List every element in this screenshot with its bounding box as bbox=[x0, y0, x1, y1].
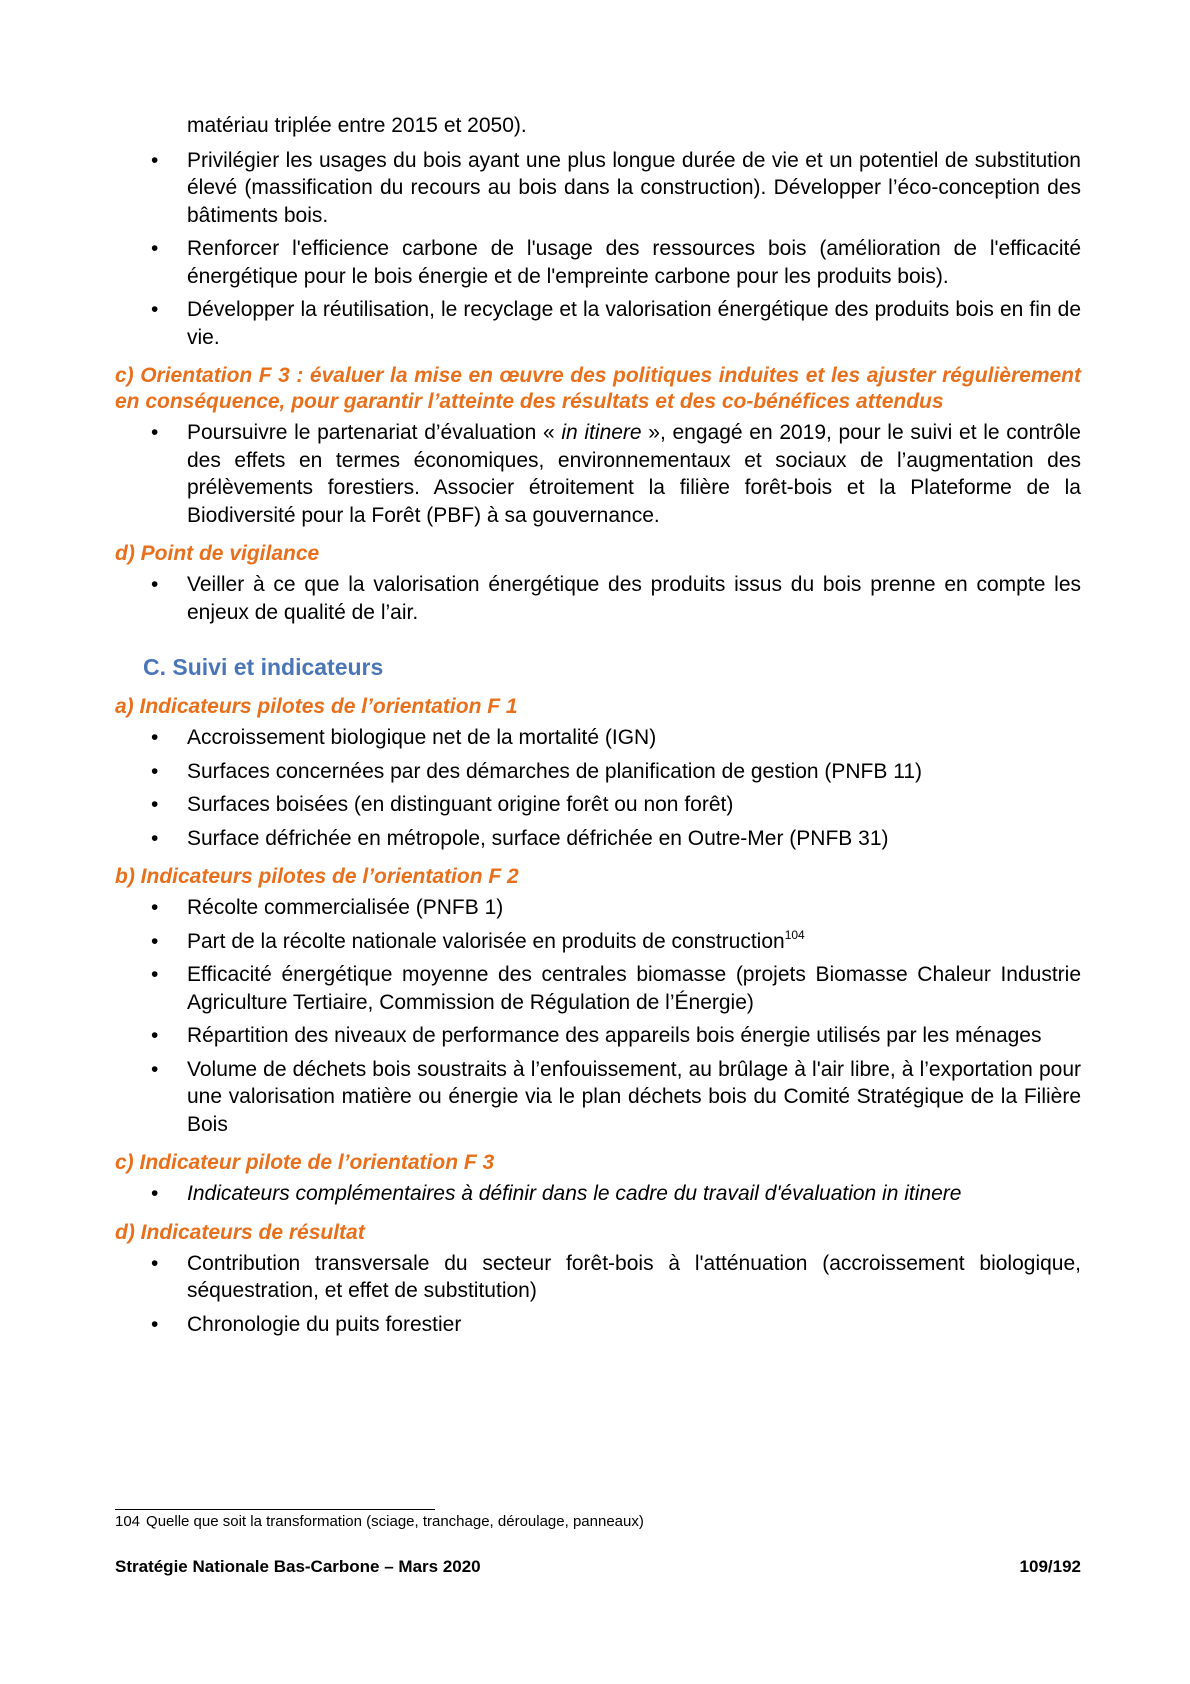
footnote-number: 104 bbox=[115, 1513, 141, 1530]
list-item: • Chronologie du puits forestier bbox=[115, 1311, 1081, 1339]
list-item: • Renforcer l'efficience carbone de l'usage des ressources bois (amélioration de l'efficacité énergétique pour le bois énergie et de l'empreinte carbone pour les produits bois). bbox=[151, 237, 1081, 288]
list-item: • Volume de déchets bois soustraits à l’enfouissement, au brûlage à l'air libre, à l’exportation pour une valorisation matière ou énergie via le plan déchets bois du Comité Stratégique de la Filière Bois bbox=[151, 1057, 1081, 1136]
list-item: • Contribution transversale du secteur forêt-bois à l'atténuation (accroissement biologique, séquestration, et effet de substitution) bbox=[151, 1251, 1081, 1302]
bullet-icon: • bbox=[151, 1024, 159, 1047]
vigilance-bullet-list bbox=[115, 571, 1081, 626]
bullet-icon: • bbox=[151, 421, 159, 444]
list-item: • Surface défrichée en métropole, surface défrichée en Outre-Mer (PNFB 31) bbox=[115, 825, 1081, 853]
orientation-f3-heading: c) Orientation F 3 : évaluer la mise en œuvre des politiques induites et les ajuster régulièrement en conséquence, pour garantir l’atteinte des résultats et des co-bénéfices attendus bbox=[115, 364, 1081, 413]
section-c-title: C. Suivi et indicateurs bbox=[143, 654, 384, 680]
list-item: • Récolte commercialisée (PNFB 1) bbox=[115, 894, 1081, 922]
bullet-icon: • bbox=[151, 148, 159, 172]
list-item: • Surfaces boisées (en distinguant origine forêt ou non forêt) bbox=[115, 791, 1081, 819]
indicators-f1-heading: a) Indicateurs pilotes de l’orientation F 1 bbox=[115, 695, 518, 718]
bullet-icon: • bbox=[151, 1251, 159, 1275]
list-item: • Indicateurs complémentaires à définir dans le cadre du travail d'évaluation in itinere bbox=[115, 1180, 1081, 1208]
vigilance-heading: d) Point de vigilance bbox=[115, 542, 320, 565]
bullet-icon: • bbox=[151, 963, 159, 986]
page-body bbox=[115, 112, 1081, 1344]
footnote-separator bbox=[115, 1509, 435, 1510]
footer-document-title: Stratégie Nationale Bas-Carbone – Mars 2020 bbox=[115, 1557, 481, 1576]
result-indicators-heading: d) Indicateurs de résultat bbox=[115, 1220, 365, 1244]
orientation-f3-bullet-list bbox=[115, 419, 1081, 529]
bullet-icon: • bbox=[151, 573, 159, 596]
indicators-f2-heading: b) Indicateurs pilotes de l’orientation F 2 bbox=[115, 865, 519, 888]
list-item: • Part de la récolte nationale valorisée en produits de construction$^{104}$ bbox=[115, 928, 1081, 956]
page-number: 109/192 bbox=[1019, 1557, 1081, 1576]
bullet-icon: • bbox=[151, 237, 159, 260]
list-item: • Poursuivre le partenariat d’évaluation « in itinere », engagé en 2019, pour le suivi et le contrôle des effets en termes économiques, environnementaux et sociaux de l’augmentation des prélèvements forestiers. Associer étroitement la filière forêt-bois et la Plateforme de la Biodiversité pour la Forêt (PBF) à sa gouvernance. bbox=[151, 421, 1081, 527]
continued-text: matériau triplée entre 2015 et 2050). bbox=[187, 114, 527, 137]
result-indicators-bullet-list bbox=[115, 1250, 1081, 1339]
bullet-icon: • bbox=[151, 1182, 159, 1205]
bullet-icon: • bbox=[151, 826, 159, 850]
footnote-reference[interactable]: 104 bbox=[784, 927, 805, 942]
list-item: • Efficacité énergétique moyenne des centrales biomasse (projets Biomasse Chaleur Industrie Agriculture Tertiaire, Commission de Régulation de l’Énergie) bbox=[151, 963, 1081, 1014]
bullet-icon: • bbox=[151, 793, 159, 816]
indicator-f3-bullet-list bbox=[115, 1180, 1081, 1208]
italic-term: in itinere bbox=[561, 421, 642, 444]
list-item: • Accroissement biologique net de la mortalité (IGN) bbox=[115, 724, 1081, 752]
list-item: • Répartition des niveaux de performance des appareils bois énergie utilisés par les ménages bbox=[115, 1022, 1081, 1050]
bullet-icon: • bbox=[151, 1312, 159, 1336]
indicators-f1-bullet-list bbox=[115, 724, 1081, 852]
indicator-f3-heading: c) Indicateur pilote de l’orientation F 3 bbox=[115, 1151, 495, 1174]
list-item: • Développer la réutilisation, le recyclage et la valorisation énergétique des produits bois en fin de vie. bbox=[151, 298, 1081, 349]
bullet-icon: • bbox=[151, 726, 159, 749]
bullet-icon: • bbox=[151, 896, 159, 919]
bullet-icon: • bbox=[151, 298, 159, 321]
footnote bbox=[115, 1513, 644, 1531]
intro-bullet-list bbox=[115, 147, 1081, 352]
footnote-text: Quelle que soit la transformation (sciage, tranchage, déroulage, panneaux) bbox=[146, 1513, 644, 1530]
page-footer bbox=[115, 1557, 1081, 1577]
list-item: • Privilégier les usages du bois ayant une plus longue durée de vie et un potentiel de substitution élevé (massification du recours au bois dans la construction). Développer l’éco-conception des bâtiments bois. bbox=[151, 148, 1081, 227]
bullet-icon: • bbox=[151, 759, 159, 783]
list-item: • Surfaces concernées par des démarches de planification de gestion (PNFB 11) bbox=[115, 758, 1081, 786]
list-item: • Veiller à ce que la valorisation énergétique des produits issus du bois prenne en compte les enjeux de qualité de l’air. bbox=[151, 573, 1081, 624]
bullet-icon: • bbox=[151, 929, 159, 953]
indicators-f2-bullet-list bbox=[115, 894, 1081, 1138]
bullet-icon: • bbox=[151, 1057, 159, 1081]
